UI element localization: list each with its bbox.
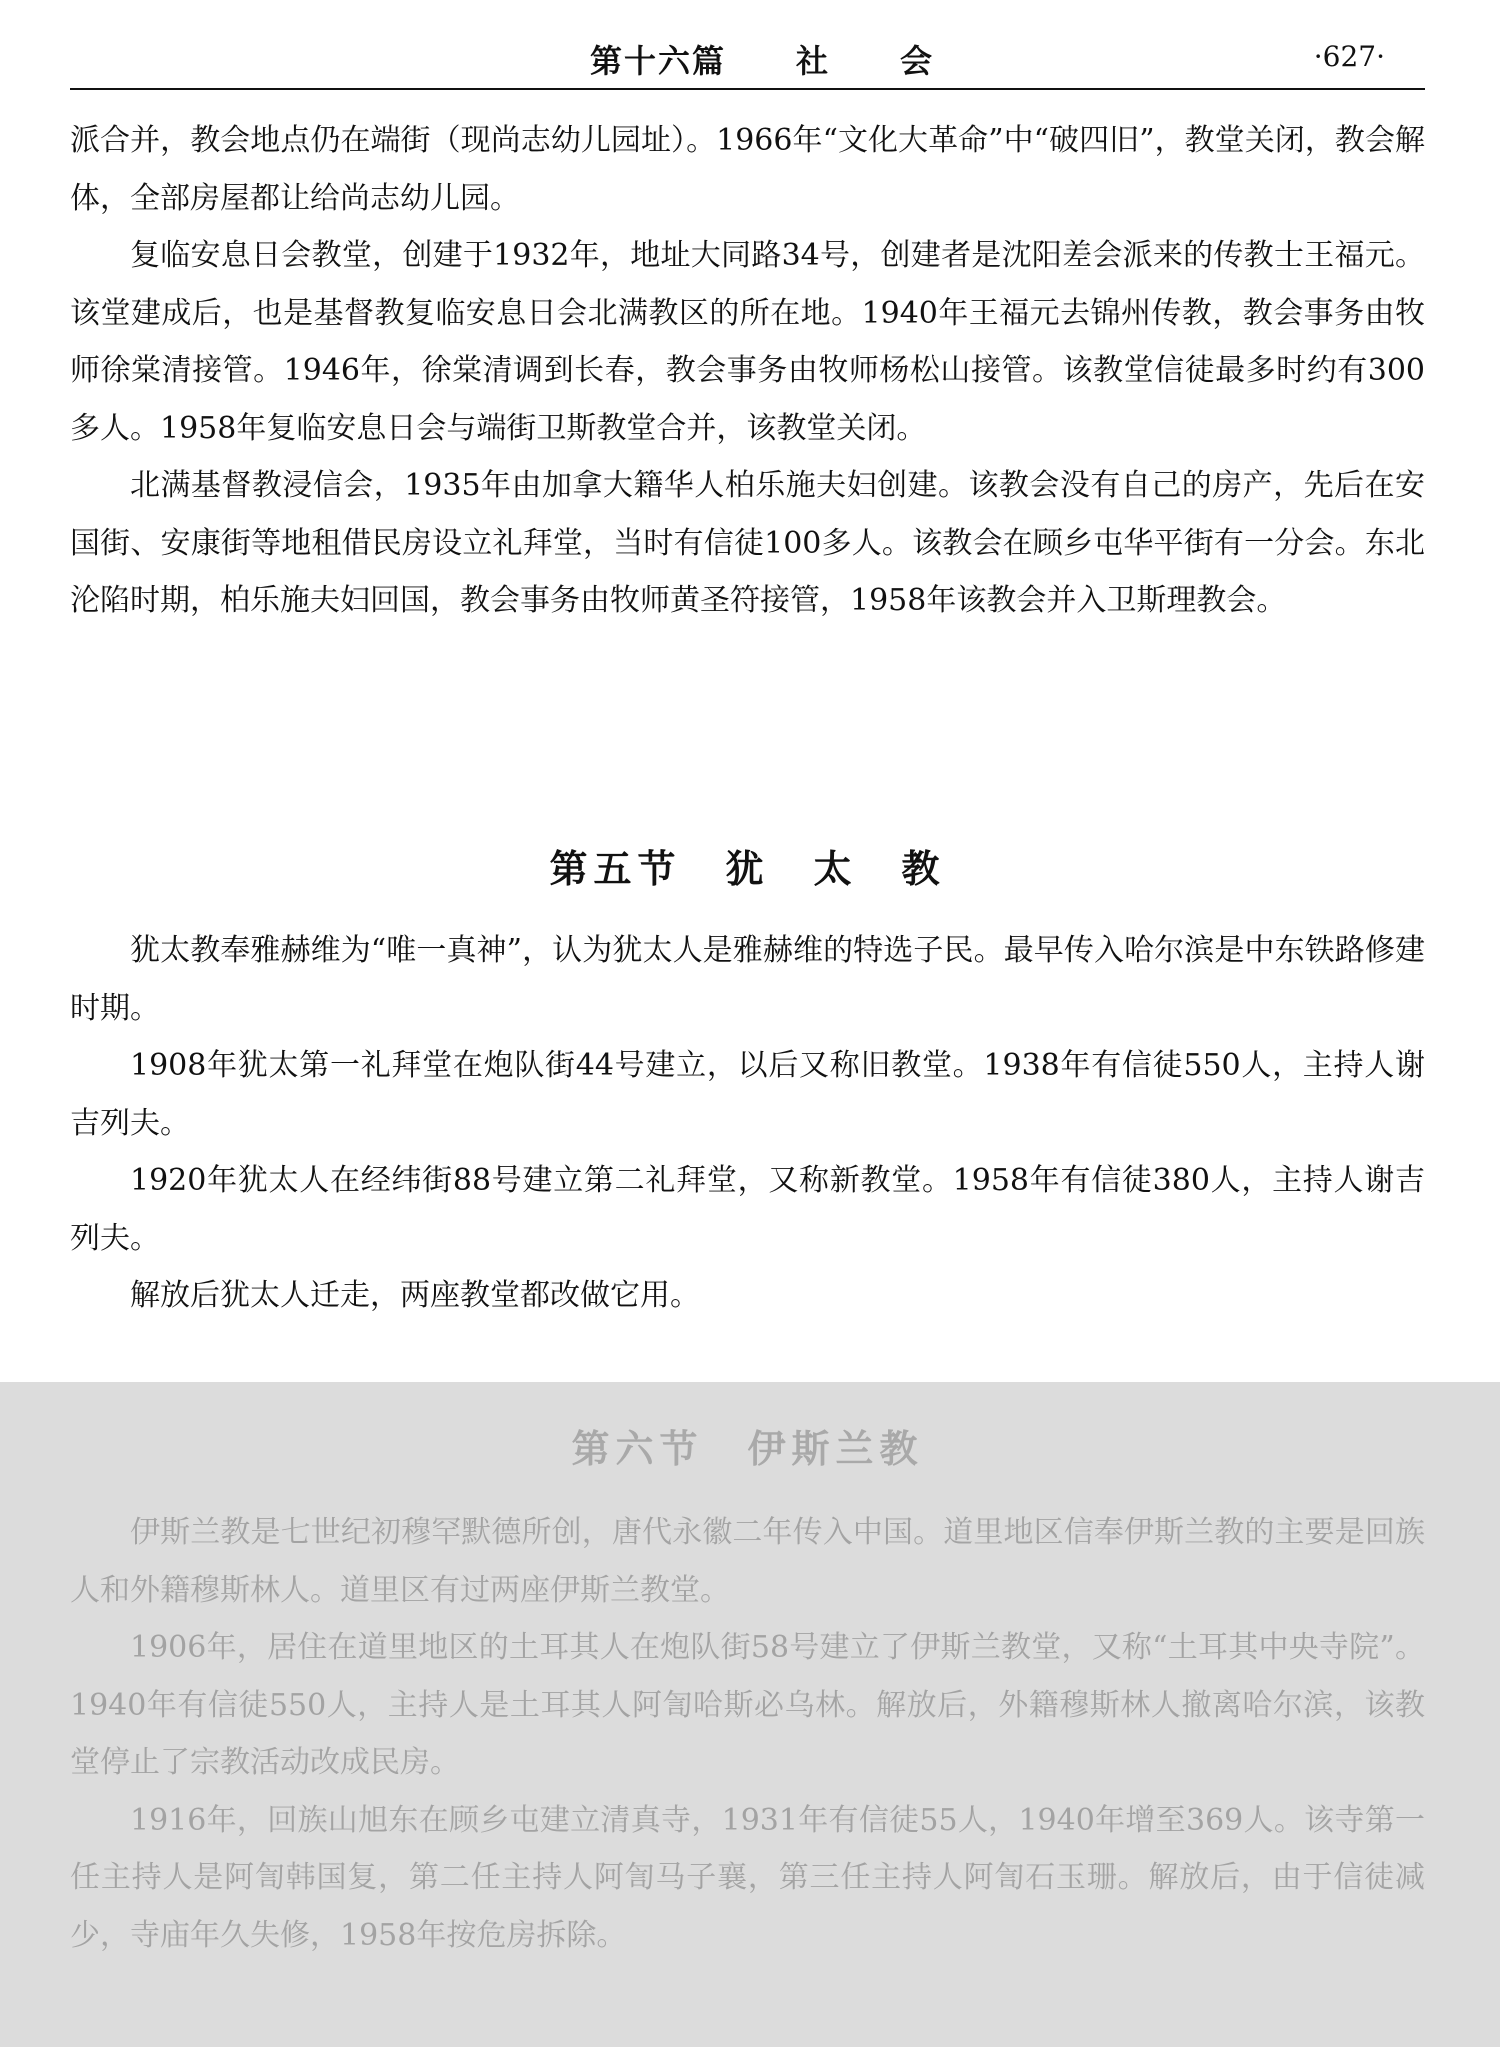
section-5-body: [70, 922, 1425, 1325]
paragraph: 北满基督教浸信会，1935年由加拿大籍华人柏乐施夫妇创建。该教会没有自己的房产，先后在安国街、安康街等地租借民房设立礼拜堂，当时有信徒100多人。该教会在顾乡屯华平街有一分会。东北沦陷时期，柏乐施夫妇回国，教会事务由牧师黄圣符接管，1958年该教会并入卫斯理教会。: [70, 468, 1425, 618]
paragraph: 1916年，回族山旭东在顾乡屯建立清真寺，1931年有信徒55人，1940年增至369人。该寺第一任主持人是阿訇韩国复，第二任主持人阿訇马子襄，第三任主持人阿訇石玉珊。解放后，由于信徒减少，寺庙年久失修，1958年按危房拆除。: [70, 1802, 1425, 1953]
continued-section-body: [70, 112, 1425, 630]
page-number: ·627·: [1313, 40, 1385, 73]
chapter-label: 第十六篇: [590, 42, 727, 80]
section-heading: 第六节 伊斯兰教: [571, 1427, 924, 1471]
section-5-heading-wrap: [70, 838, 1425, 893]
paragraph: 派合并，教会地点仍在端街（现尚志幼儿园址）。1966年“文化大革命”中“破四旧”，教堂关闭，教会解体，全部房屋都让给尚志幼儿园。: [70, 123, 1425, 216]
paragraph: 伊斯兰教是七世纪初穆罕默德所创，唐代永徽二年传入中国。道里地区信奉伊斯兰教的主要是回族人和外籍穆斯林人。道里区有过两座伊斯兰教堂。: [70, 1515, 1425, 1608]
section-6-body: [70, 1504, 1425, 1964]
paragraph: 1908年犹太第一礼拜堂在炮队街44号建立，以后又称旧教堂。1938年有信徒550人，主持人谢吉列夫。: [70, 1048, 1425, 1141]
running-title: [590, 36, 934, 82]
title-part-2: 会: [900, 42, 935, 80]
faded-section-overlay: [0, 1382, 1500, 2047]
title-part-1: 社: [796, 42, 831, 80]
paragraph: 1920年犹太人在经纬街88号建立第二礼拜堂，又称新教堂。1958年有信徒380人，主持人谢吉列夫。: [70, 1163, 1425, 1256]
paragraph: 1906年，居住在道里地区的土耳其人在炮队街58号建立了伊斯兰教堂，又称“土耳其中央寺院”。1940年有信徒550人，主持人是土耳其人阿訇哈斯必乌林。解放后，外籍穆斯林人撤离哈尔滨，该教堂停止了宗教活动改成民房。: [70, 1630, 1425, 1780]
paragraph: 复临安息日会教堂，创建于1932年，地址大同路34号，创建者是沈阳差会派来的传教士王福元。该堂建成后，也是基督教复临安息日会北满教区的所在地。1940年王福元去锦州传教，教会事务由牧师徐棠清接管。1946年，徐棠清调到长春，教会事务由牧师杨松山接管。该教堂信徒最多时约有300多人。1958年复临安息日会与端街卫斯教堂合并，该教堂关闭。: [70, 238, 1425, 446]
page-header: [70, 30, 1425, 90]
section-heading: 第五节 犹 太 教: [549, 847, 946, 891]
paragraph: 犹太教奉雅赫维为“唯一真神”，认为犹太人是雅赫维的特选子民。最早传入哈尔滨是中东铁路修建时期。: [70, 933, 1425, 1026]
paragraph: 解放后犹太人迁走，两座教堂都改做它用。: [130, 1278, 700, 1313]
